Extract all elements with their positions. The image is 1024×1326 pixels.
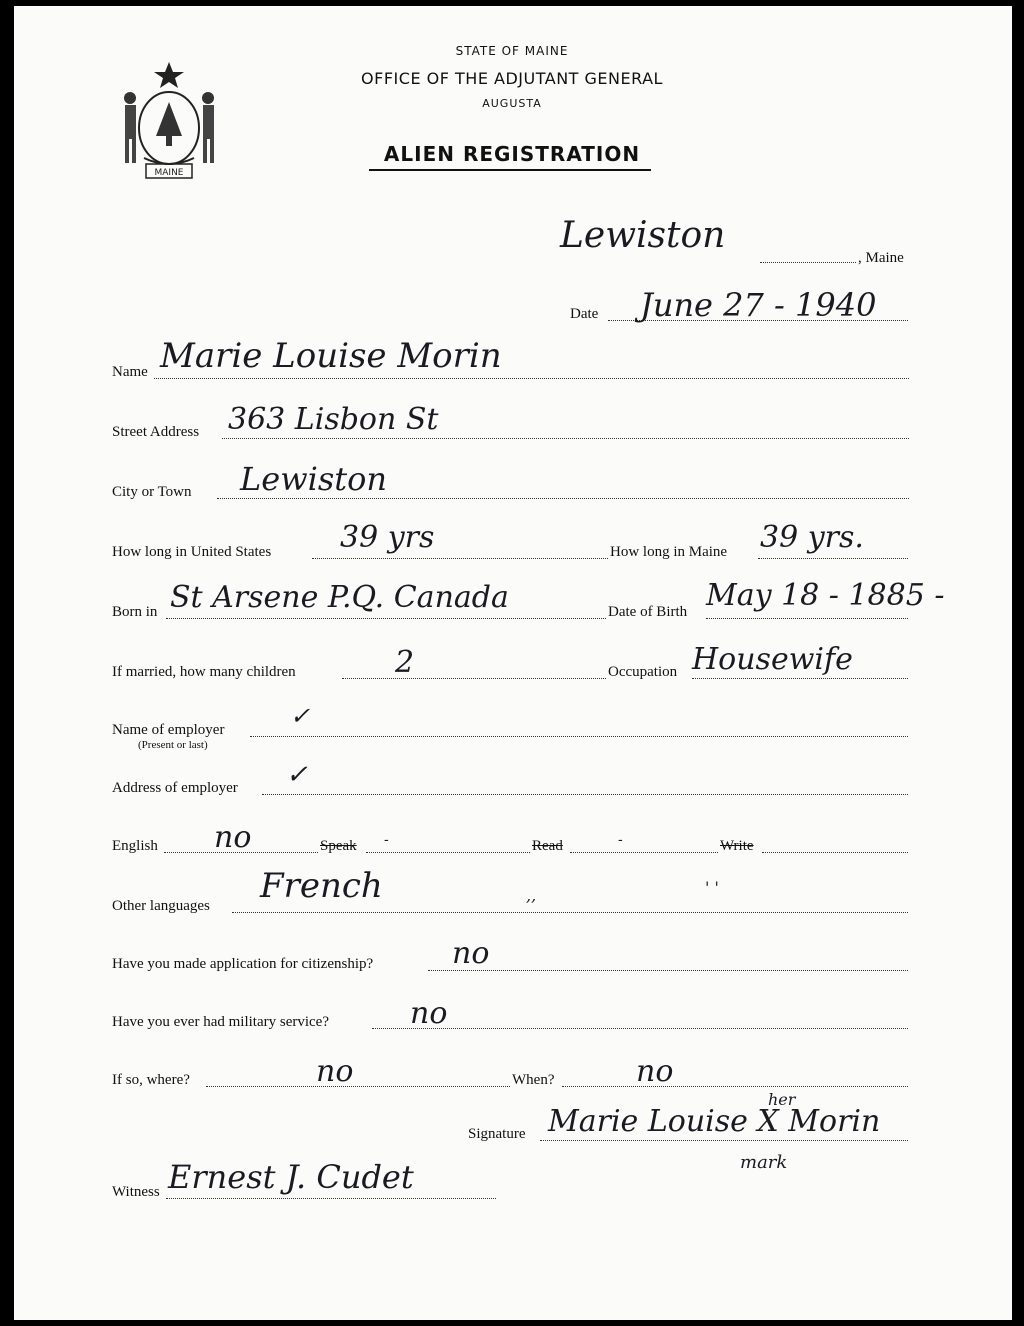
dob-label: Date of Birth bbox=[608, 604, 688, 620]
witness-label: Witness bbox=[112, 1184, 160, 1200]
signature-value: Marie Louise X Morin bbox=[548, 1104, 881, 1139]
how-long-us-value: 39 yrs bbox=[340, 520, 435, 555]
signature-mark-note: mark bbox=[740, 1152, 788, 1173]
write-label: Write bbox=[720, 838, 754, 854]
employer-address-label: Address of employer bbox=[112, 780, 238, 796]
children-value: 2 bbox=[395, 645, 415, 680]
place-value: Lewiston bbox=[560, 215, 726, 256]
employer-address-value: ✓ bbox=[286, 760, 308, 790]
english-value: no bbox=[214, 820, 252, 855]
place-suffix: , Maine bbox=[858, 250, 904, 266]
how-long-maine-value: 39 yrs. bbox=[760, 520, 864, 555]
read-value: - bbox=[618, 832, 623, 848]
citizenship-value: no bbox=[452, 936, 490, 971]
header-office: OFFICE OF THE ADJUTANT GENERAL bbox=[361, 69, 663, 88]
title-underline bbox=[369, 169, 651, 171]
born-in-label: Born in bbox=[112, 604, 158, 620]
date-label: Date bbox=[570, 306, 599, 322]
seal-text: MAINE bbox=[154, 168, 184, 178]
street-value: 363 Lisbon St bbox=[228, 402, 439, 437]
header-city: AUGUSTA bbox=[482, 97, 542, 110]
when-label: When? bbox=[512, 1072, 555, 1088]
speak-value: - bbox=[384, 832, 389, 848]
signature-her-note: her bbox=[768, 1090, 796, 1109]
when-value: no bbox=[636, 1054, 674, 1089]
signature-label: Signature bbox=[468, 1126, 526, 1142]
other-languages-read-ditto: ,, bbox=[526, 886, 537, 905]
speak-label: Speak bbox=[320, 838, 357, 854]
name-value: Marie Louise Morin bbox=[160, 336, 502, 376]
dob-value: May 18 - 1885 - bbox=[706, 578, 945, 613]
other-languages-write-ditto: ' ' bbox=[705, 878, 719, 897]
children-label: If married, how many children bbox=[112, 664, 296, 680]
how-long-us-label: How long in United States bbox=[112, 544, 272, 560]
where-value: no bbox=[316, 1054, 354, 1089]
military-value: no bbox=[410, 996, 448, 1031]
where-label: If so, where? bbox=[112, 1072, 190, 1088]
city-value: Lewiston bbox=[240, 460, 387, 498]
occupation-value: Housewife bbox=[692, 642, 853, 677]
born-in-value: St Arsene P.Q. Canada bbox=[170, 580, 509, 615]
form-title: ALIEN REGISTRATION bbox=[383, 142, 641, 166]
citizenship-label: Have you made application for citizenship? bbox=[112, 956, 374, 972]
other-languages-label: Other languages bbox=[112, 898, 210, 914]
how-long-maine-label: How long in Maine bbox=[610, 544, 728, 560]
employer-sub-label: (Present or last) bbox=[138, 739, 208, 751]
city-label: City or Town bbox=[112, 484, 192, 500]
english-label: English bbox=[112, 838, 158, 854]
street-label: Street Address bbox=[112, 424, 200, 440]
employer-label: Name of employer bbox=[112, 722, 225, 738]
employer-value: ✓ bbox=[290, 702, 311, 730]
header-state: STATE OF MAINE bbox=[455, 44, 569, 58]
read-label: Read bbox=[532, 838, 563, 854]
name-label: Name bbox=[112, 364, 148, 380]
occupation-label: Occupation bbox=[608, 664, 678, 680]
witness-value: Ernest J. Cudet bbox=[168, 1158, 414, 1196]
date-value: June 27 - 1940 bbox=[640, 286, 877, 324]
other-languages-value: French bbox=[260, 866, 383, 906]
military-label: Have you ever had military service? bbox=[112, 1014, 329, 1030]
